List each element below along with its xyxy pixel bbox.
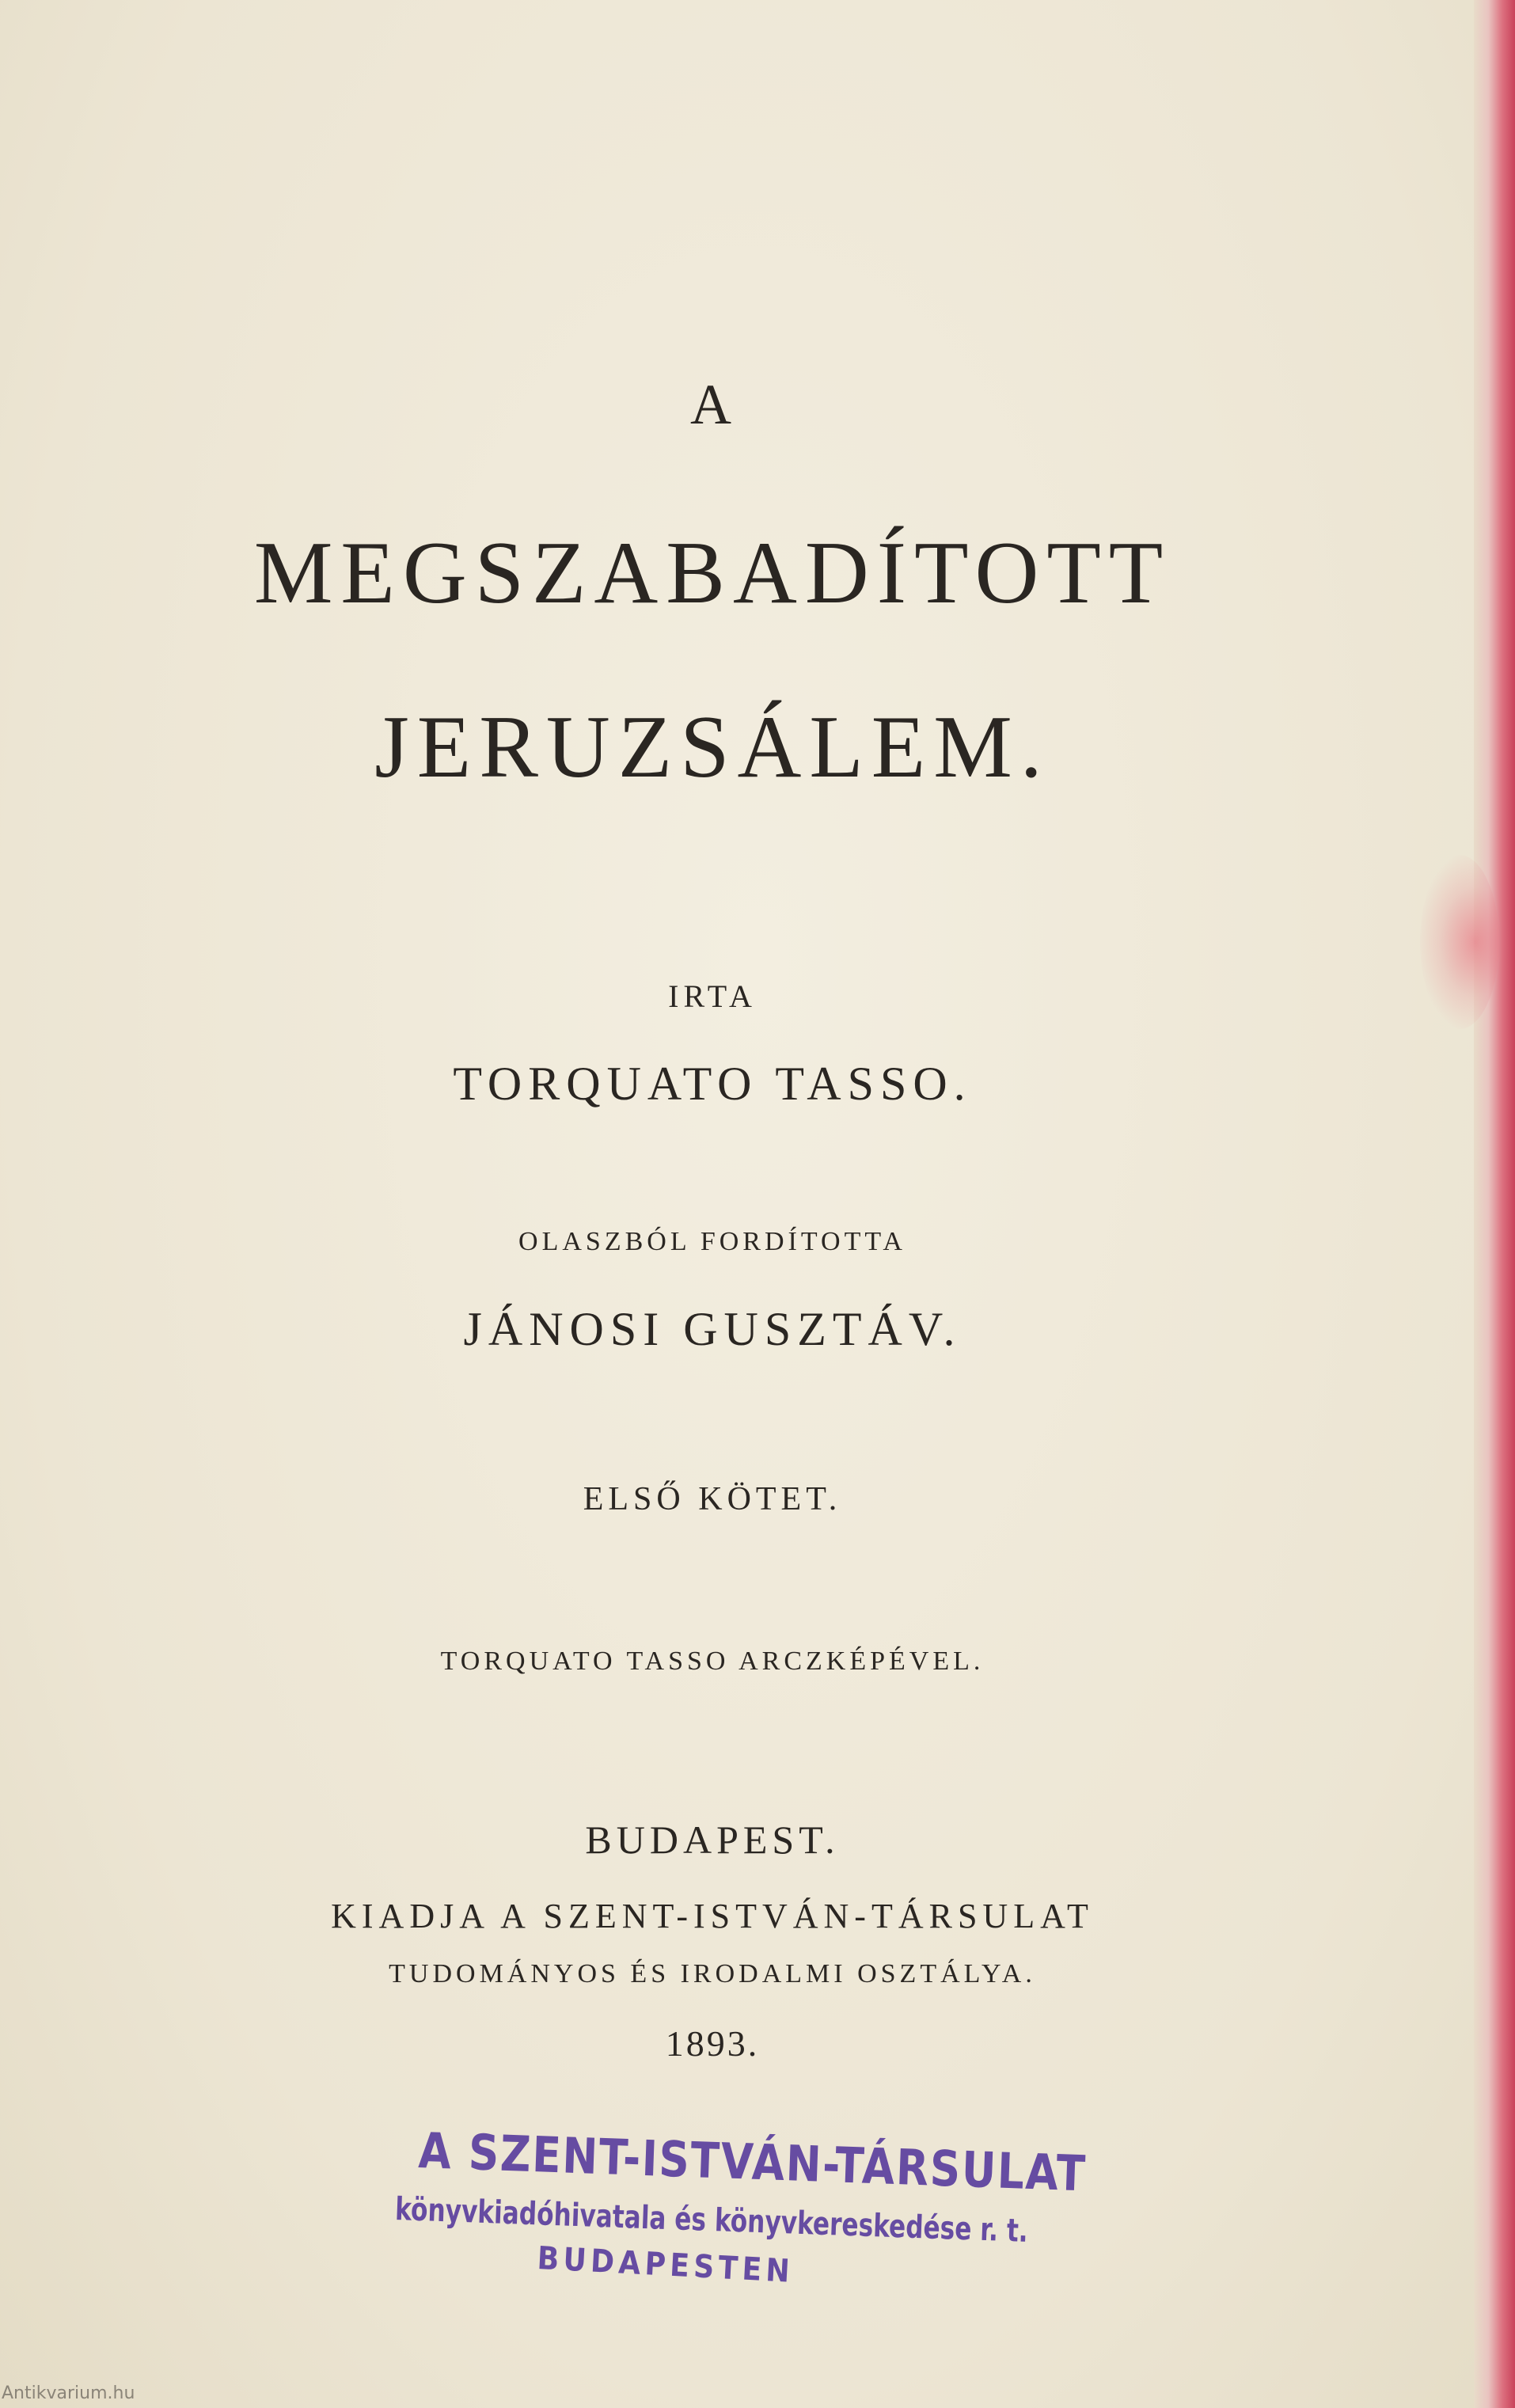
written-by-label: IRTA xyxy=(668,978,757,1014)
title-line-2: JERUZSÁLEM. xyxy=(374,698,1050,796)
stamp-line-3: BUDAPESTEN xyxy=(536,2240,795,2290)
watermark: Antikvarium.hu xyxy=(2,2383,135,2403)
publication-city: BUDAPEST. xyxy=(585,1817,840,1862)
title-line-1: MEGSZABADÍTOTT xyxy=(253,524,1171,622)
author-name: TORQUATO TASSO. xyxy=(453,1058,972,1110)
translator-name: JÁNOSI GUSZTÁV. xyxy=(463,1303,962,1355)
title-article: A xyxy=(690,373,735,436)
stamp-line-2: könyvkiadóhivatala és könyvkereskedése r. t. xyxy=(394,2191,1029,2250)
portrait-note: TORQUATO TASSO ARCZKÉPÉVEL. xyxy=(440,1646,985,1676)
publication-year: 1893. xyxy=(665,2023,760,2064)
publisher: KIADJA A SZENT-ISTVÁN-TÁRSULAT xyxy=(331,1897,1094,1935)
red-ink-smudge xyxy=(1420,855,1499,1029)
volume-label: ELSŐ KÖTET. xyxy=(583,1481,842,1517)
translated-from-label: OLASZBÓL FORDÍTOTTA xyxy=(518,1227,906,1256)
publisher-department: TUDOMÁNYOS ÉS IRODALMI OSZTÁLYA. xyxy=(389,1959,1036,1988)
stamp-line-1: A SZENT-ISTVÁN-TÁRSULAT xyxy=(417,2121,1088,2203)
red-page-edge xyxy=(1474,0,1515,2408)
